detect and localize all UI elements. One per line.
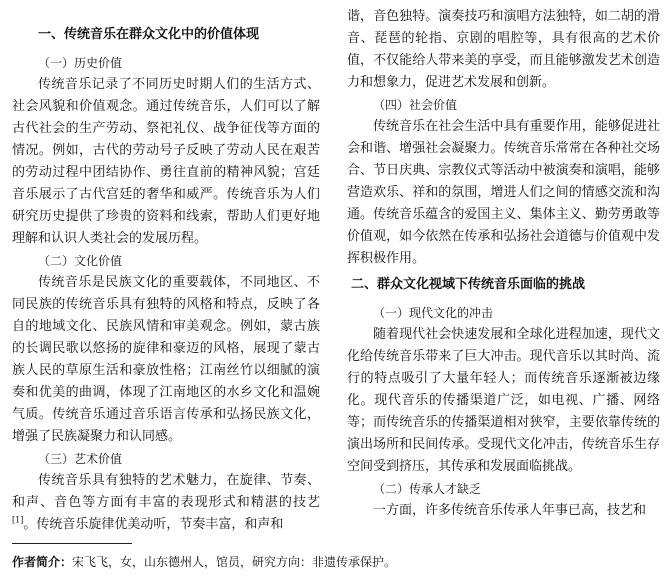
art-paragraph-text: 传统音乐具有独特的艺术魅力，在旋律、节奏、和声、音色等方面有丰富的表现形式和精湛的技艺 xyxy=(12,473,320,510)
art-paragraph-text-2: 。传统音乐旋律优美动听，节奏丰富，和声和 xyxy=(23,517,284,532)
right-column xyxy=(347,6,660,522)
subsection-talent-title: （二）传承人才缺乏 xyxy=(373,482,482,496)
subsection-society-title: （四）社会价值 xyxy=(373,98,458,112)
art-paragraph-continued: 谐，音色独特。演奏技巧和演唱方法独特，如二胡的滑音、琵琶的轮指、京剧的唱腔等，具有很高的艺术价值，不仅能给人带来美的享受，而且能够激发艺术创造力和想象力，促进艺术发展和创新。 xyxy=(347,9,660,90)
section-2-title: 二、群众文化视域下传统音乐面临的挑战 xyxy=(351,277,586,292)
subsection-history-title: （一）历史价值 xyxy=(38,56,123,70)
citation-1: [1] xyxy=(12,515,24,525)
modern-culture-paragraph: 随着现代社会快速发展和全球化进程加速，现代文化给传统音乐带来了巨大冲击。现代音乐以其时尚、流行的特点吸引了大量年轻人；而传统音乐逐渐被边缘化。现代音乐的传播渠道广泛，如电视、广播、网络等；而传统音乐的传播渠道相对狭窄，主要依靠传统的演出场所和民间传承。受现代文化冲击，传统音乐生存空间受到挤压，其传承和发展面临挑战。 xyxy=(347,327,660,474)
footnote-rule xyxy=(12,543,132,544)
history-paragraph: 传统音乐记录了不同历史时期人们的生活方式、社会风貌和价值观念。通过传统音乐，人们可以了解古代社会的生产劳动、祭祀礼仪、战争征伐等方面的情况。例如，古代的劳动号子反映了劳动人民在艰苦的劳动过程中团结协作、勇往直前的精神风貌；宫廷音乐展示了古代宫廷的奢华和威严。传统音乐为人们研究历史提供了珍贵的资料和线索，帮助人们更好地理解和认识人类社会的发展历程。 xyxy=(12,77,320,246)
left-column xyxy=(12,6,320,536)
author-footnote xyxy=(12,552,662,572)
section-1-title: 一、传统音乐在群众文化中的价值体现 xyxy=(38,27,260,42)
subsection-art-title: （三）艺术价值 xyxy=(38,452,123,466)
society-paragraph: 传统音乐在社会生活中具有重要作用，能够促进社会和谐、增强社会凝聚力。传统音乐常常在各种社交场合、节日庆典、宗教仪式等活动中被演奏和演唱，能够营造欢乐、祥和的氛围，增进人们之间的情感交流和沟通。传统音乐蕴含的爱国主义、集体主义、勤劳勇敢等价值观，如今依然在传承和弘扬社会道德与价值观中发挥积极作用。 xyxy=(347,119,660,266)
talent-paragraph: 一方面，许多传统音乐传承人年事已高，技艺和 xyxy=(373,503,647,518)
author-footnote-text: 宋飞飞，女，山东德州人，馆员，研究方向：非遗传承保护。 xyxy=(72,555,397,569)
culture-paragraph: 传统音乐是民族文化的重要载体，不同地区、不同民族的传统音乐具有独特的风格和特点，反映了各自的地域文化、民族风情和审美观念。例如，蒙古族的长调民歌以悠扬的旋律和豪迈的风格，展现了蒙古族人民的草原生活和豪放性格；江南丝竹以细腻的演奏和优美的曲调，体现了江南地区的水乡文化和温婉气质。传统音乐通过音乐语言传承和弘扬民族文化，增强了民族凝聚力和认同感。 xyxy=(12,275,320,444)
subsection-culture-title: （二）文化价值 xyxy=(38,254,123,268)
author-footnote-label: 作者简介： xyxy=(12,555,73,569)
subsection-modern-culture-title: （一）现代文化的冲击 xyxy=(373,306,494,320)
art-paragraph xyxy=(12,470,320,536)
